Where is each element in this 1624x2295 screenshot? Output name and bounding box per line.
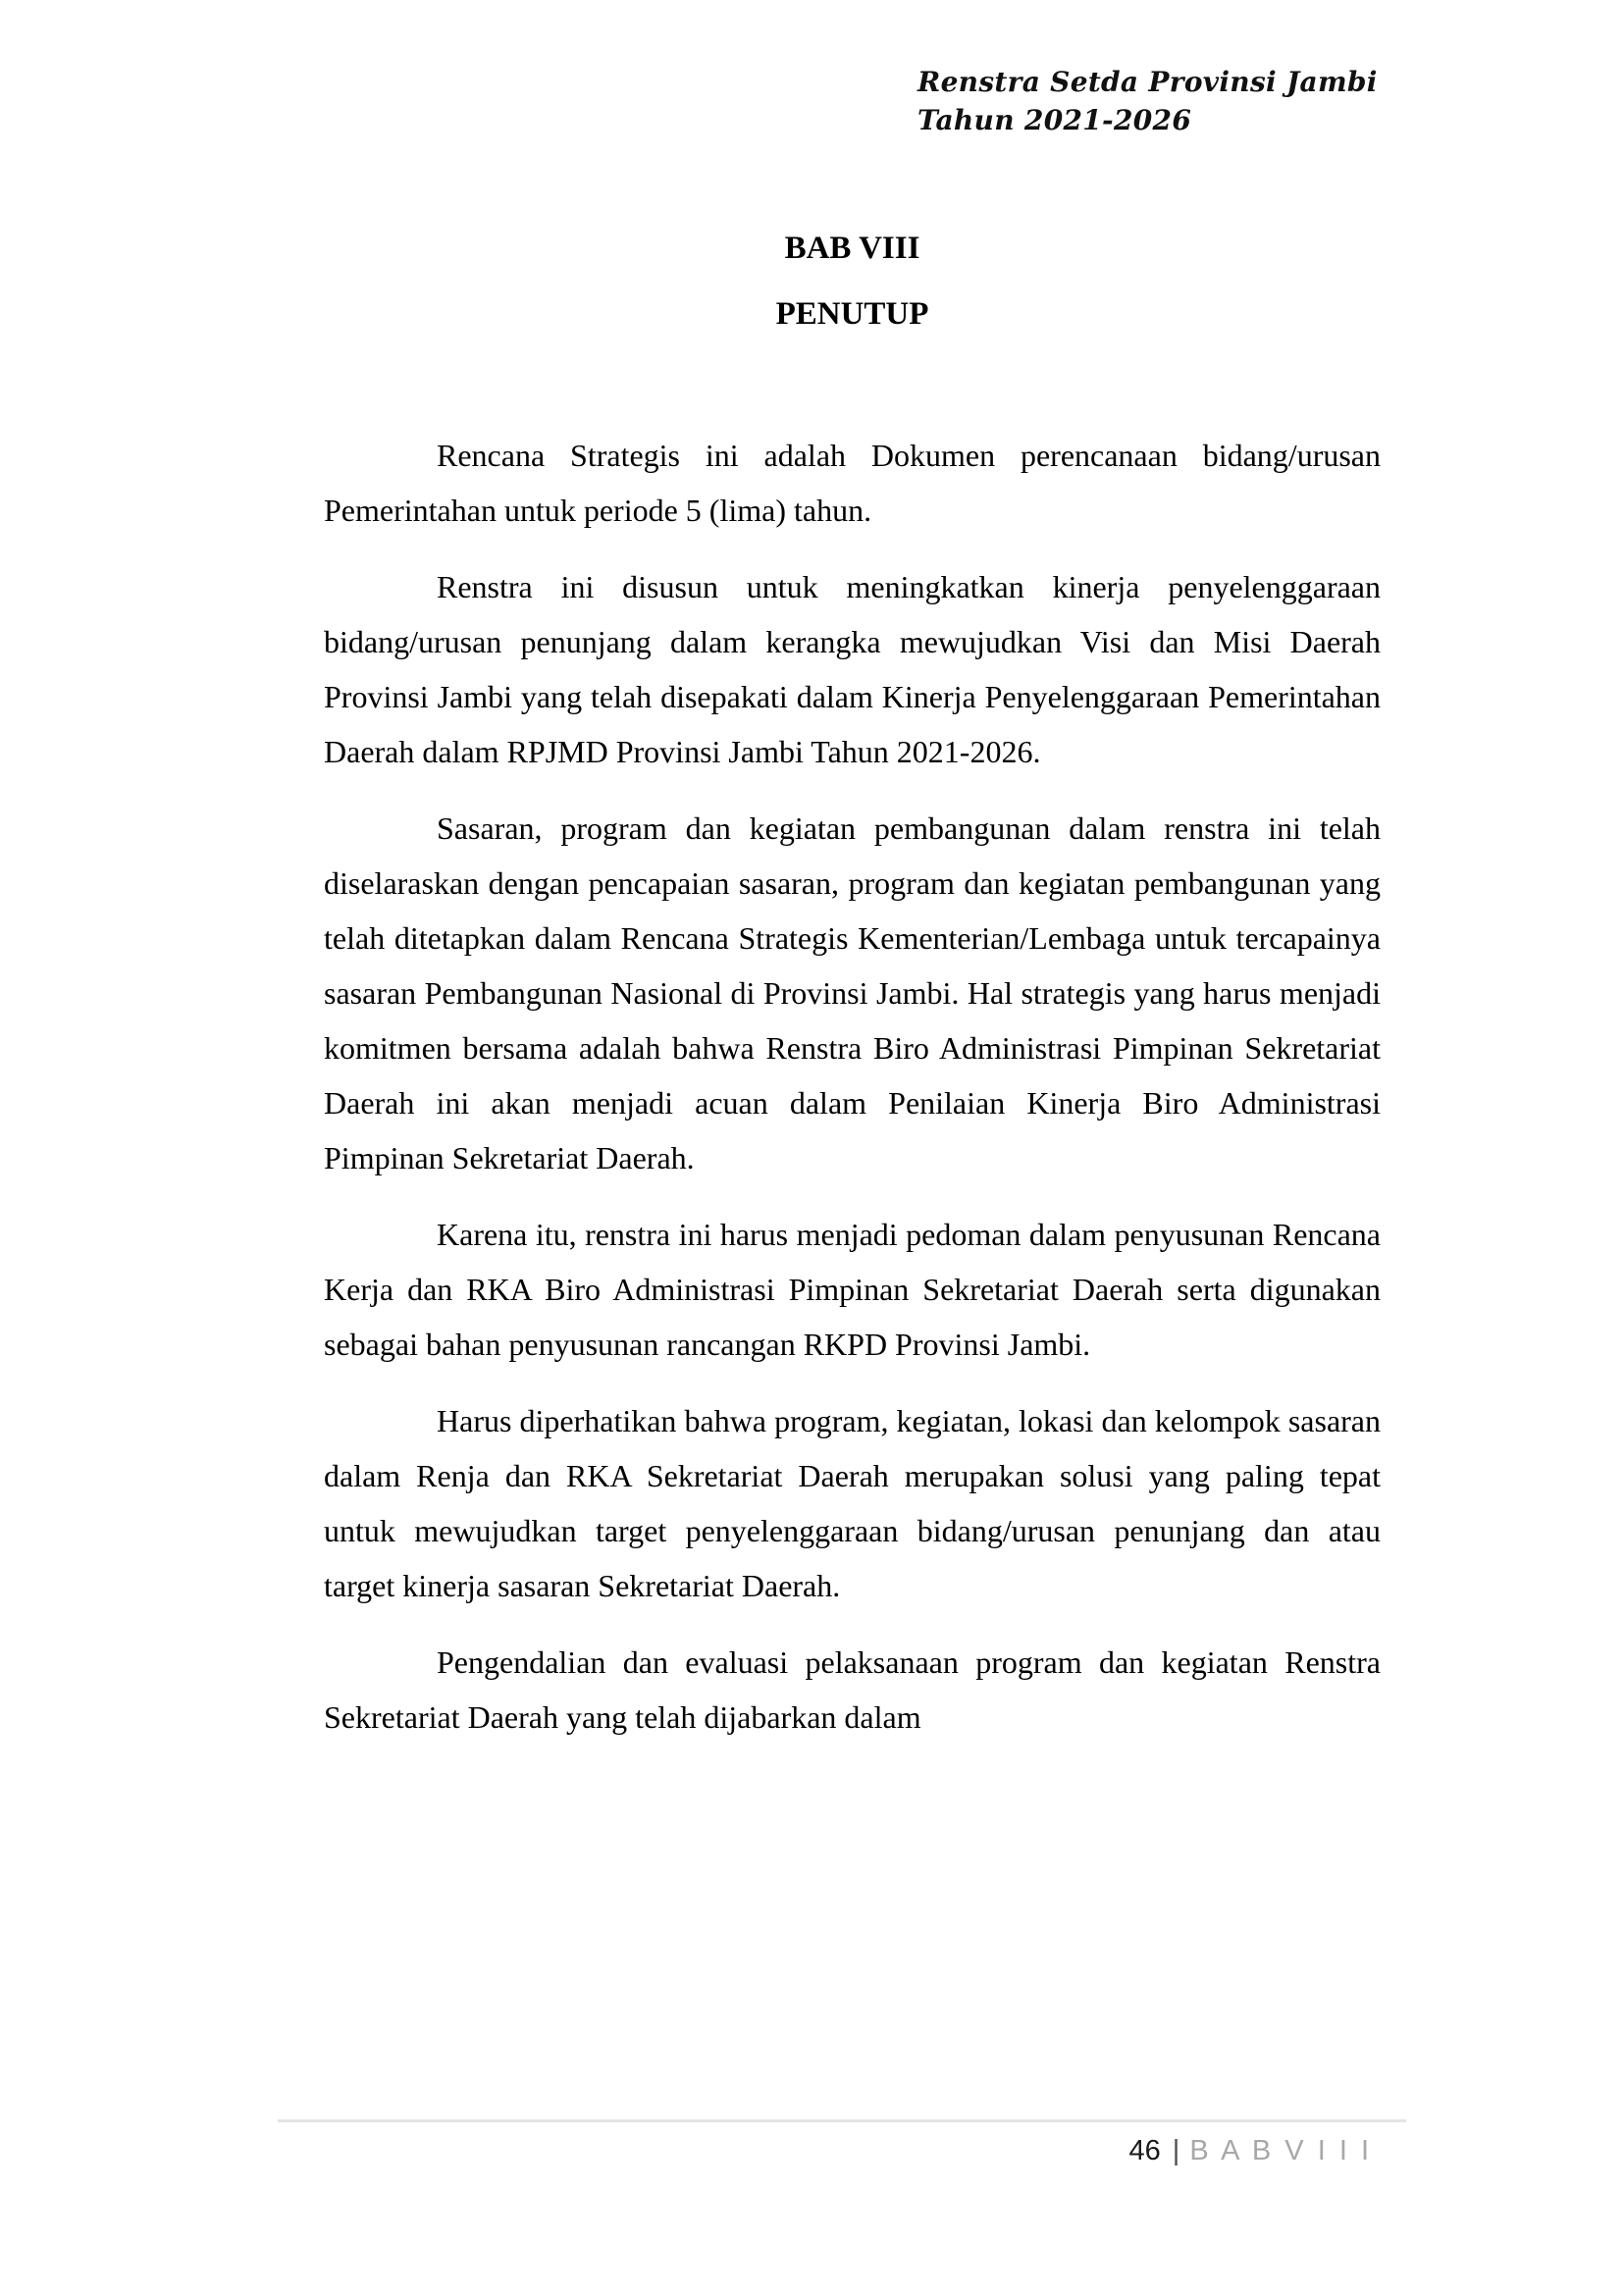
- document-body: [324, 428, 1381, 1766]
- paragraph-1: Rencana Strategis ini adalah Dokumen perencanaan bidang/urusan Pemerintahan untuk periode 5 (lima) tahun.: [324, 438, 1381, 528]
- running-header: [917, 63, 1388, 139]
- running-header-line2: Tahun 2021-2026: [917, 104, 1192, 136]
- paragraph-5: Harus diperhatikan bahwa program, kegiatan, lokasi dan kelompok sasaran dalam Renja dan RKA Sekretariat Daerah merupakan solusi yang paling tepat untuk mewujudkan target penyelenggaraan bidang/urusan penunjang dan atau target kinerja sasaran Sekretariat Daerah.: [324, 1403, 1381, 1603]
- paragraph-2: Renstra ini disusun untuk meningkatkan kinerja penyelenggaraan bidang/urusan penunjang dalam kerangka mewujudkan Visi dan Misi Daerah Provinsi Jambi yang telah disepakati dalam Kinerja Penyelenggaraan Pemerintahan Daerah dalam RPJMD Provinsi Jambi Tahun 2021-2026.: [324, 569, 1381, 769]
- paragraph-3: Sasaran, program dan kegiatan pembangunan dalam renstra ini telah diselaraskan dengan pencapaian sasaran, program dan kegiatan pembangunan yang telah ditetapkan dalam Rencana Strategis Kementerian/Lembaga untuk tercapainya sasaran Pembangunan Nasional di Provinsi Jambi. Hal strategis yang harus menjadi komitmen bersama adalah bahwa Renstra Biro Administrasi Pimpinan Sekretariat Daerah ini akan menjadi acuan dalam Penilaian Kinerja Biro Administrasi Pimpinan Sekretariat Daerah.: [324, 810, 1381, 1175]
- paragraph-6: Pengendalian dan evaluasi pelaksanaan program dan kegiatan Renstra Sekretariat Daerah yang telah dijabarkan dalam: [324, 1644, 1381, 1735]
- footer-section-label: B A B V I I I: [1189, 2135, 1372, 2166]
- page-footer: [278, 2119, 1406, 2167]
- page-number: 46: [1128, 2135, 1161, 2166]
- footer-separator: |: [1172, 2135, 1180, 2166]
- chapter-number: BAB VIII: [784, 231, 920, 266]
- running-header-line1: Renstra Setda Provinsi Jambi: [917, 66, 1378, 98]
- chapter-name: PENUTUP: [775, 296, 929, 332]
- paragraph-4: Karena itu, renstra ini harus menjadi pedoman dalam penyusunan Rencana Kerja dan RKA Biro Administrasi Pimpinan Sekretariat Daerah serta digunakan sebagai bahan penyusunan rancangan RKPD Provinsi Jambi.: [324, 1217, 1381, 1362]
- chapter-title: [324, 229, 1381, 334]
